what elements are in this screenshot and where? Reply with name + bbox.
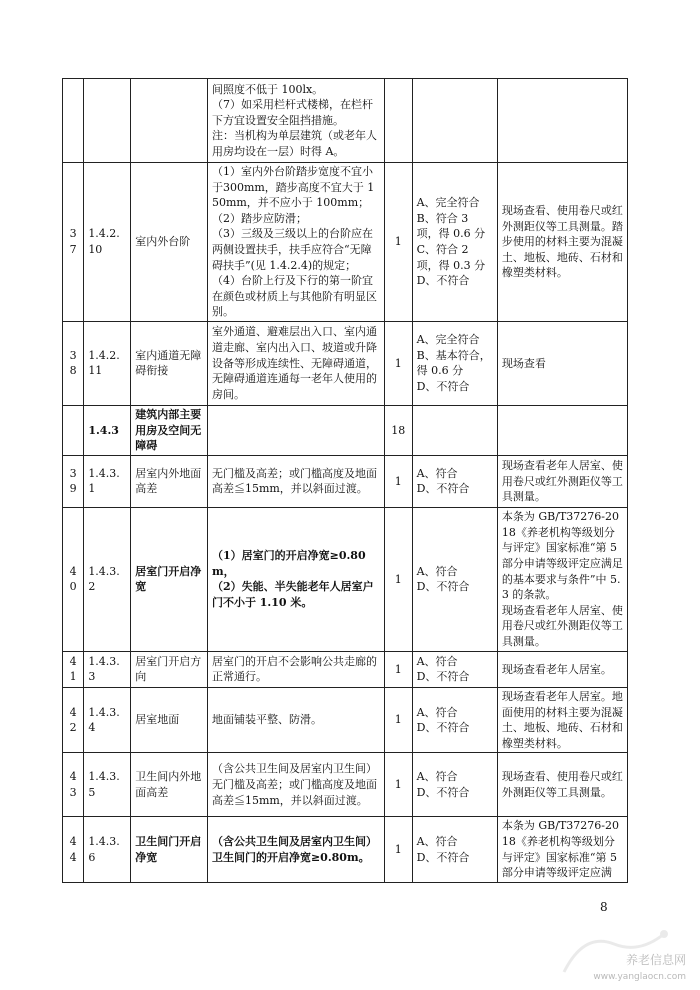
requirement-text: （含公共卫生间及居室内卫生间） 卫生间门的开启净宽≥0.80m。 — [207, 817, 384, 882]
evaluation-table — [62, 78, 628, 883]
requirement-text: 间照度不低于 100lx。 （7）如采用栏杆式楼梯，在栏杆下方宜设置安全阻挡措施。 注：当机构为单层建筑（或老年人用房均设在一层）时得 A。 — [207, 79, 384, 163]
item-name — [131, 79, 208, 163]
rating-standard: A、符合 D、不符合 — [412, 753, 497, 817]
rating-standard: A、完全符合 B、基本符合，得 0.6 分 D、不符合 — [412, 321, 497, 405]
clause-code: 1.4.3.6 — [84, 817, 131, 882]
score-value: 1 — [384, 507, 412, 651]
watermark-url: www.yanglaocn.com — [593, 972, 686, 982]
item-name: 建筑内部主要用房及空间无障碍 — [131, 405, 208, 455]
check-method: 现场查看老年人居室。地面使用的材料主要为混凝土、地板、地砖、石材和橡塑类材料。 — [497, 687, 627, 752]
rating-standard: A、符合 D、不符合 — [412, 651, 497, 687]
score-value: 1 — [384, 687, 412, 752]
clause-code: 1.4.3 — [84, 405, 131, 455]
table-row — [63, 753, 628, 817]
row-number: 37 — [63, 163, 84, 322]
clause-code: 1.4.3.2 — [84, 507, 131, 651]
check-method: 现场查看、使用卷尺或红外测距仪等工具测量。踏步使用的材料主要为混凝土、地板、地砖、石材和橡塑类材料。 — [497, 163, 627, 322]
score-value — [384, 79, 412, 163]
row-number: 40 — [63, 507, 84, 651]
score-value: 1 — [384, 455, 412, 507]
item-name: 室内外台阶 — [131, 163, 208, 322]
row-number: 38 — [63, 321, 84, 405]
score-value: 1 — [384, 651, 412, 687]
clause-code — [84, 79, 131, 163]
item-name: 居室门开启净宽 — [131, 507, 208, 651]
requirement-text: （含公共卫生间及居室内卫生间） 无门槛及高差；或门槛高度及地面高差≦15mm，并以斜面过渡。 — [207, 753, 384, 817]
rating-standard — [412, 405, 497, 455]
item-name: 居室地面 — [131, 687, 208, 752]
check-method: 本条为 GB/T37276-2018《养老机构等级划分与评定》国家标准“第 5 部分申请等级评定应满足的基本要求与条件”中 5.3 的条款。 现场查看老年人居室、使用卷尺或红外测距仪等工具测量。 — [497, 507, 627, 651]
item-name: 居室门开启方向 — [131, 651, 208, 687]
score-value: 1 — [384, 163, 412, 322]
check-method: 现场查看、使用卷尺或红外测距仪等工具测量。 — [497, 753, 627, 817]
table-row — [63, 651, 628, 687]
requirement-text: （1）居室门的开启净宽≥0.80m， （2）失能、半失能老年人居室户门不小于 1.10 米。 — [207, 507, 384, 651]
check-method — [497, 79, 627, 163]
requirement-text: 室外通道、避难层出入口、室内通道走廊、室内出入口、坡道或升降设备等形成连续性、无障碍通道，无障碍通道连通每一老年人使用的房间。 — [207, 321, 384, 405]
item-name: 居室内外地面高差 — [131, 455, 208, 507]
check-method: 本条为 GB/T37276-2018《养老机构等级划分与评定》国家标准“第 5 部分申请等级评定应满 — [497, 817, 627, 882]
watermark-text: 养老信息网 — [625, 953, 686, 967]
clause-code: 1.4.2.11 — [84, 321, 131, 405]
check-method: 现场查看老年人居室、使用卷尺或红外测距仪等工具测量。 — [497, 455, 627, 507]
requirement-text: 无门槛及高差；或门槛高度及地面高差≦15mm，并以斜面过渡。 — [207, 455, 384, 507]
rating-standard: A、符合 D、不符合 — [412, 507, 497, 651]
rating-standard: A、符合 D、不符合 — [412, 817, 497, 882]
item-name: 卫生间门开启净宽 — [131, 817, 208, 882]
rating-standard: A、完全符合 B、符合 3 项，得 0.6 分 C、符合 2 项，得 0.3 分 D、不符合 — [412, 163, 497, 322]
table-body — [63, 79, 628, 883]
page-number: 8 — [600, 900, 608, 914]
row-number: 43 — [63, 753, 84, 817]
table-row — [63, 321, 628, 405]
table-row — [63, 687, 628, 752]
table-row — [63, 817, 628, 882]
clause-code: 1.4.3.5 — [84, 753, 131, 817]
requirement-text: 地面铺装平整、防滑。 — [207, 687, 384, 752]
check-method: 现场查看 — [497, 321, 627, 405]
score-value: 1 — [384, 753, 412, 817]
rating-standard: A、符合 D、不符合 — [412, 687, 497, 752]
check-method: 现场查看老年人居室。 — [497, 651, 627, 687]
check-method — [497, 405, 627, 455]
requirement-text: 居室门的开启不会影响公共走廊的正常通行。 — [207, 651, 384, 687]
table-row — [63, 405, 628, 455]
clause-code: 1.4.3.4 — [84, 687, 131, 752]
row-number: 44 — [63, 817, 84, 882]
rating-standard — [412, 79, 497, 163]
item-name: 卫生间内外地面高差 — [131, 753, 208, 817]
requirement-text: （1）室内外台阶踏步宽度不宜小于300mm，踏步高度不宜大于 150mm，并不应小于 100mm； （2）踏步应防滑； （3）三级及三级以上的台阶应在两侧设置扶手，扶手应符合“无障碍扶手”(见 1.4.2.4)的规定； （4）台阶上行及下行的第一阶宜在颜色或材质上与其他阶有明显区别。 — [207, 163, 384, 322]
score-value: 18 — [384, 405, 412, 455]
requirement-text — [207, 405, 384, 455]
clause-code: 1.4.3.3 — [84, 651, 131, 687]
table-row — [63, 455, 628, 507]
clause-code: 1.4.3.1 — [84, 455, 131, 507]
clause-code: 1.4.2.10 — [84, 163, 131, 322]
row-number: 39 — [63, 455, 84, 507]
row-number: 42 — [63, 687, 84, 752]
table-row — [63, 507, 628, 651]
score-value: 1 — [384, 321, 412, 405]
score-value: 1 — [384, 817, 412, 882]
rating-standard: A、符合 D、不符合 — [412, 455, 497, 507]
table-row — [63, 79, 628, 163]
row-number — [63, 405, 84, 455]
table-row — [63, 163, 628, 322]
row-number: 41 — [63, 651, 84, 687]
item-name: 室内通道无障碍衔接 — [131, 321, 208, 405]
row-number — [63, 79, 84, 163]
